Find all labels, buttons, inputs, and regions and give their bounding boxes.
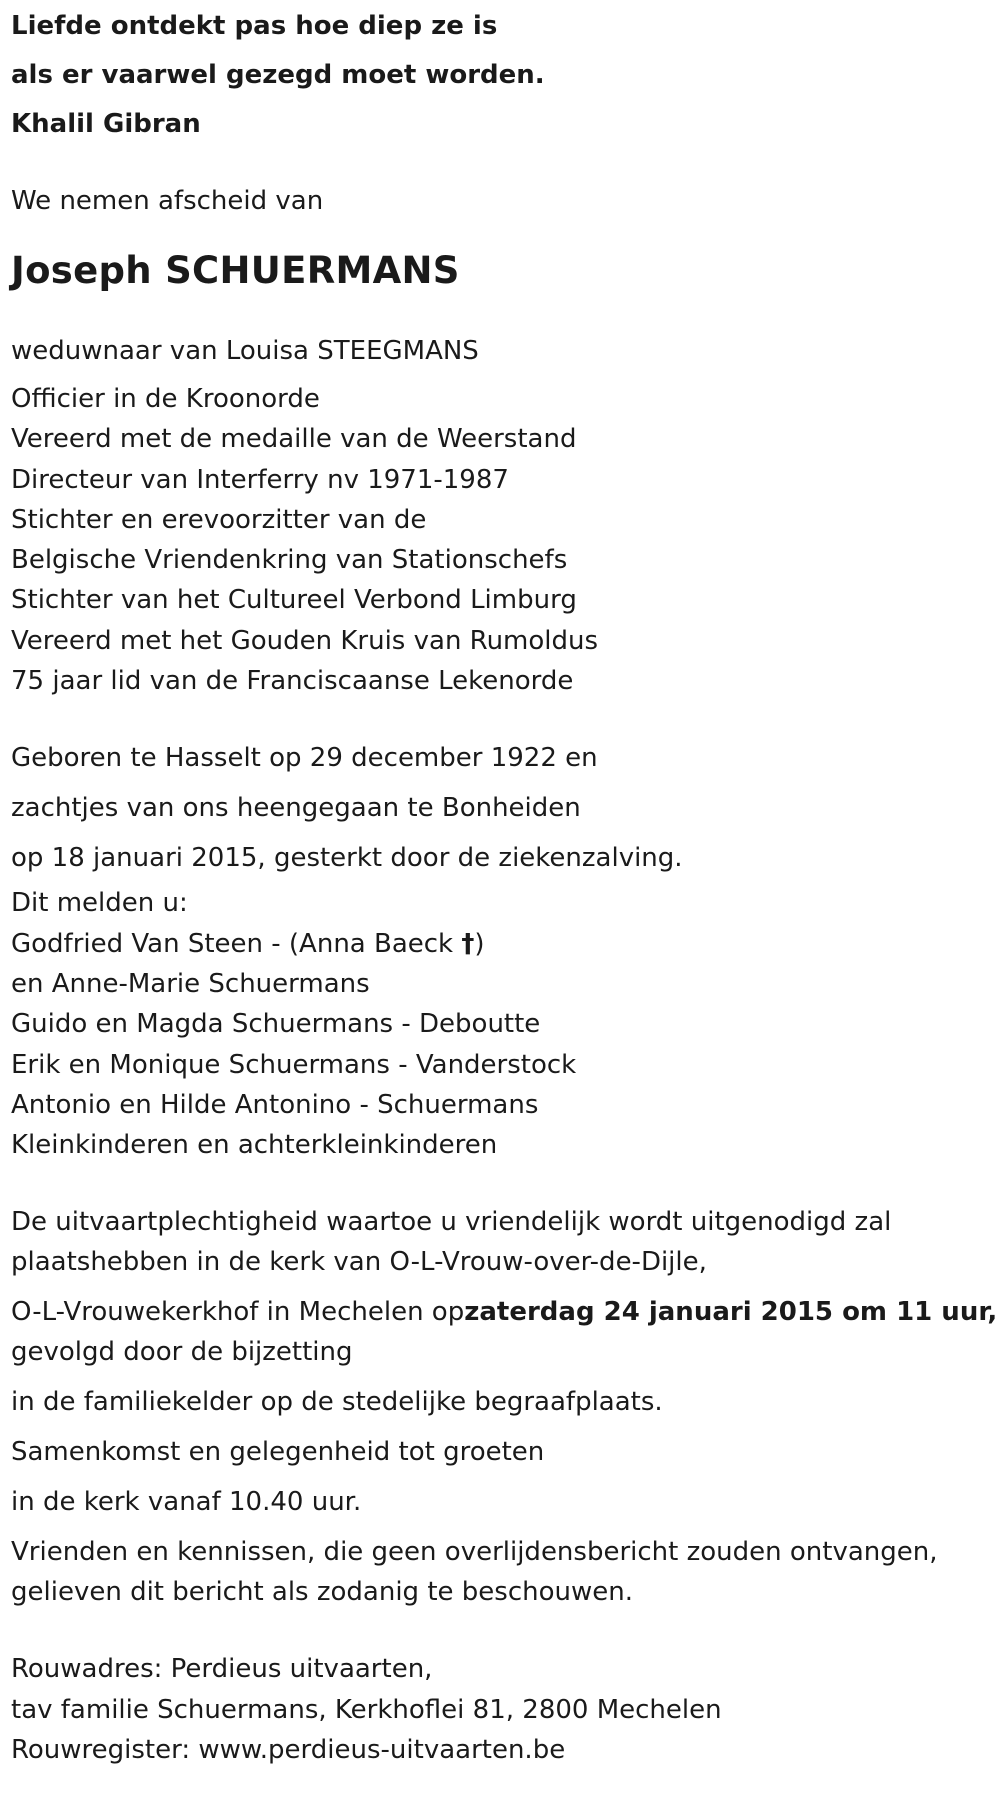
- title-item: Stichter en erevoorzitter van de: [11, 504, 427, 535]
- funeral-line-3-prefix: O-L-Vrouwekerkhof in Mechelen op: [11, 1297, 465, 1328]
- quote-author: Khalil Gibran: [11, 109, 201, 139]
- address-line-1: Rouwadres: Perdieus uitvaarten,: [11, 1654, 433, 1685]
- funeral-date: zaterdag 24 januari 2015 om 11 uur,: [464, 1297, 998, 1328]
- title-item: Belgische Vriendenkring van Stationschefs: [11, 545, 568, 576]
- title-item: Directeur van Interferry nv 1971-1987: [11, 464, 509, 495]
- title-item: 75 jaar lid van de Franciscaanse Lekenorde: [11, 666, 574, 697]
- address-line-2: tav familie Schuermans, Kerkhoflei 81, 2800 Mechelen: [11, 1694, 722, 1725]
- family-member-1-line-2: en Anne-Marie Schuermans: [11, 968, 370, 999]
- family-intro: Dit melden u:: [11, 888, 188, 919]
- funeral-line-9: gelieven dit bericht als zodanig te beschouwen.: [11, 1577, 633, 1608]
- family-member-1: [11, 924, 1000, 964]
- birth-death-block: [11, 733, 1000, 883]
- family-member-2: Guido en Magda Schuermans - Deboutte: [11, 1009, 541, 1040]
- intro-text: We nemen afscheid van: [11, 186, 324, 216]
- funeral-line-2: plaatshebben in de kerk van O-L-Vrouw-over-de-Dijle,: [11, 1247, 707, 1278]
- family-block: [11, 883, 1000, 1165]
- funeral-line-3: [11, 1292, 1000, 1332]
- funeral-line-6: Samenkomst en gelegenheid tot groeten: [11, 1437, 545, 1468]
- funeral-line-1: De uitvaartplechtigheid waartoe u vriendelijk wordt uitgenodigd zal: [11, 1207, 892, 1238]
- titles-list: [11, 379, 1000, 701]
- deceased-name: Joseph SCHUERMANS: [11, 249, 460, 292]
- quote-line-1: Liefde ontdekt pas hoe diep ze is: [11, 11, 498, 41]
- family-member-1-suffix: ): [474, 928, 485, 959]
- family-member-1-prefix: Godfried Van Steen - (Anna Baeck: [11, 928, 462, 959]
- title-item: Officier in de Kroonorde: [11, 384, 320, 414]
- funeral-line-4: gevolgd door de bijzetting: [11, 1337, 353, 1368]
- family-member-5: Kleinkinderen en achterkleinkinderen: [11, 1130, 498, 1161]
- family-member-4: Antonio en Hilde Antonino - Schuermans: [11, 1089, 539, 1120]
- family-member-3: Erik en Monique Schuermans - Vanderstock: [11, 1049, 577, 1080]
- address-line-3: Rouwregister: www.perdieus-uitvaarten.be: [11, 1735, 566, 1766]
- funeral-line-8: Vrienden en kennissen, die geen overlijdensbericht zouden ontvangen,: [11, 1537, 938, 1568]
- quote-block: [11, 0, 1000, 149]
- quote-line-2: als er vaarwel gezegd moet worden.: [11, 60, 545, 90]
- birth-line-1: Geboren te Hasselt op 29 december 1922 en: [11, 743, 598, 774]
- title-item: Vereerd met het Gouden Kruis van Rumoldus: [11, 625, 599, 656]
- funeral-block: [11, 1202, 1000, 1612]
- funeral-line-5: in de familiekelder op de stedelijke begraafplaats.: [11, 1387, 663, 1418]
- title-item: Stichter van het Cultureel Verbond Limburg: [11, 585, 577, 616]
- title-item: Vereerd met de medaille van de Weerstand: [11, 424, 577, 455]
- birth-line-3: op 18 januari 2015, gesterkt door de ziekenzalving.: [11, 843, 683, 874]
- birth-line-2: zachtjes van ons heengegaan te Bonheiden: [11, 793, 581, 824]
- address-block: [11, 1649, 1000, 1770]
- cross-icon: †: [461, 928, 475, 959]
- widower-line: weduwnaar van Louisa STEEGMANS: [11, 336, 479, 366]
- funeral-line-7: in de kerk vanaf 10.40 uur.: [11, 1487, 362, 1518]
